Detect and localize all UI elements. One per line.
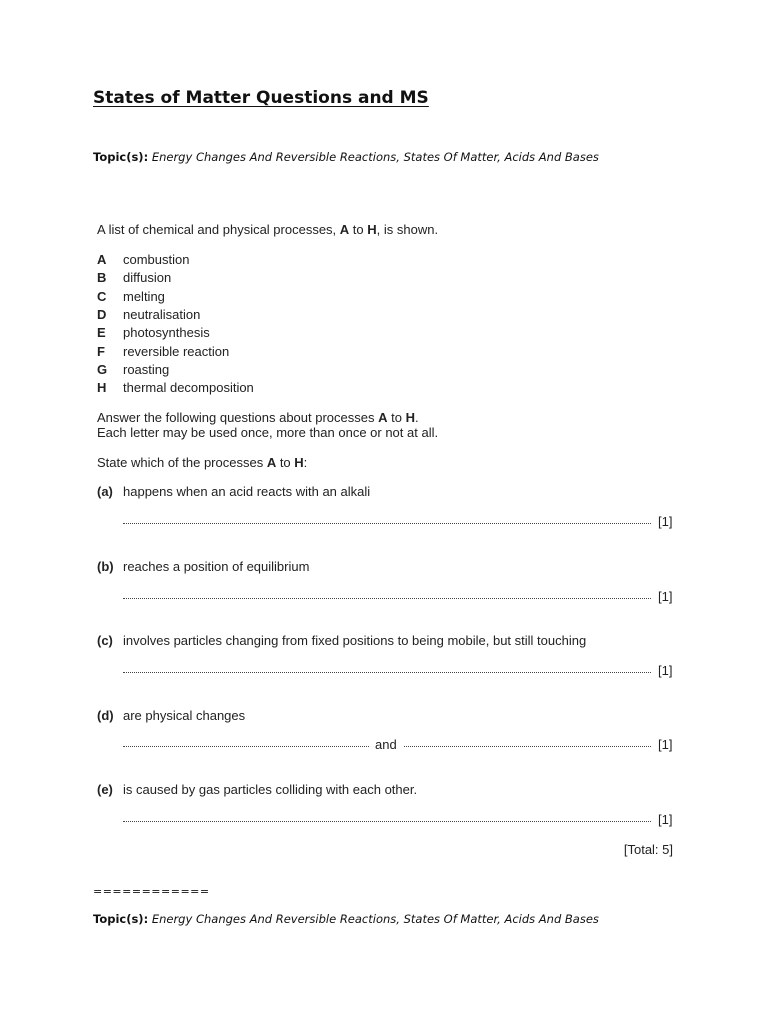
answer-line-d1[interactable] (123, 736, 369, 747)
process-item (97, 380, 254, 395)
separator: ============ (93, 885, 210, 898)
question-part-c (97, 633, 586, 648)
answer-line-d2[interactable] (404, 736, 651, 747)
process-item (97, 325, 210, 340)
state-instruction (97, 455, 307, 470)
intro-h: H (367, 222, 377, 237)
process-name: diffusion (123, 270, 172, 285)
process-letter: F (97, 344, 105, 359)
state-h: H (294, 455, 304, 470)
part-text: happens when an acid reacts with an alkali (123, 484, 371, 499)
process-item (97, 289, 165, 304)
process-name: neutralisation (123, 307, 201, 322)
part-text: involves particles changing from fixed positions to being mobile, but still touching (123, 633, 587, 648)
answer-a: A (378, 410, 388, 425)
process-letter: C (97, 289, 107, 304)
page-title: States of Matter Questions and MS (93, 88, 429, 108)
process-letter: A (97, 252, 107, 267)
mark-c: [1] (658, 663, 673, 678)
mark-e: [1] (658, 812, 673, 827)
state-a: A (266, 455, 277, 470)
process-item (97, 270, 171, 285)
and-word: and (375, 737, 397, 752)
topics-label: Topic(s): (93, 150, 149, 164)
mark-b: [1] (658, 589, 673, 604)
mark-a: [1] (658, 514, 673, 529)
part-text: reaches a position of equilibrium (123, 559, 310, 574)
answer-line-e[interactable] (123, 811, 651, 822)
intro-post: , is shown. (376, 222, 439, 237)
part-text: is caused by gas particles colliding with each other. (123, 782, 418, 797)
part-label: (e) (97, 782, 113, 797)
topics-line-2 (93, 912, 599, 926)
process-name: reversible reaction (123, 344, 230, 359)
intro-mid: to (349, 222, 368, 237)
question-part-a (97, 484, 370, 499)
state-mid: to (276, 455, 295, 470)
state-pre: State which of the processes (97, 455, 267, 470)
intro-pre: A list of chemical and physical processes, (97, 222, 340, 237)
part-text: are physical changes (123, 708, 246, 723)
process-item (97, 307, 200, 322)
mark-d: [1] (658, 737, 673, 752)
answer-mid: to (387, 410, 406, 425)
answer-h: H (405, 410, 415, 425)
question-part-d (97, 708, 245, 723)
process-item (97, 252, 189, 267)
topics-value: Energy Changes And Reversible Reactions, States Of Matter, Acids And Bases (151, 150, 599, 164)
answer-line-a[interactable] (123, 513, 651, 524)
process-name: roasting (123, 362, 170, 377)
topics-line (93, 150, 599, 164)
answer-line-b[interactable] (123, 588, 651, 599)
process-item (97, 344, 229, 359)
state-post: : (303, 455, 308, 470)
intro-text (97, 222, 438, 237)
process-letter: G (97, 362, 108, 377)
topics-value: Energy Changes And Reversible Reactions, States Of Matter, Acids And Bases (151, 912, 599, 926)
process-letter: E (97, 325, 106, 340)
intro-a: A (339, 222, 350, 237)
answer-instruction-2: Each letter may be used once, more than once or not at all. (97, 425, 439, 440)
answer-pre: Answer the following questions about processes (97, 410, 379, 425)
process-name: combustion (123, 252, 190, 267)
part-label: (d) (97, 708, 114, 723)
answer-line-c[interactable] (123, 662, 651, 673)
question-part-b (97, 559, 309, 574)
process-name: melting (123, 289, 165, 304)
part-label: (c) (97, 633, 113, 648)
question-part-e (97, 782, 417, 797)
process-letter: D (97, 307, 107, 322)
process-letter: H (97, 380, 107, 395)
process-item (97, 362, 169, 377)
process-name: photosynthesis (123, 325, 210, 340)
part-label: (b) (97, 559, 114, 574)
answer-instruction-1 (97, 410, 419, 425)
total-marks: [Total: 5] (623, 842, 673, 857)
process-name: thermal decomposition (123, 380, 254, 395)
topics-label: Topic(s): (93, 912, 149, 926)
process-letter: B (97, 270, 107, 285)
part-label: (a) (97, 484, 113, 499)
answer-post: . (414, 410, 419, 425)
